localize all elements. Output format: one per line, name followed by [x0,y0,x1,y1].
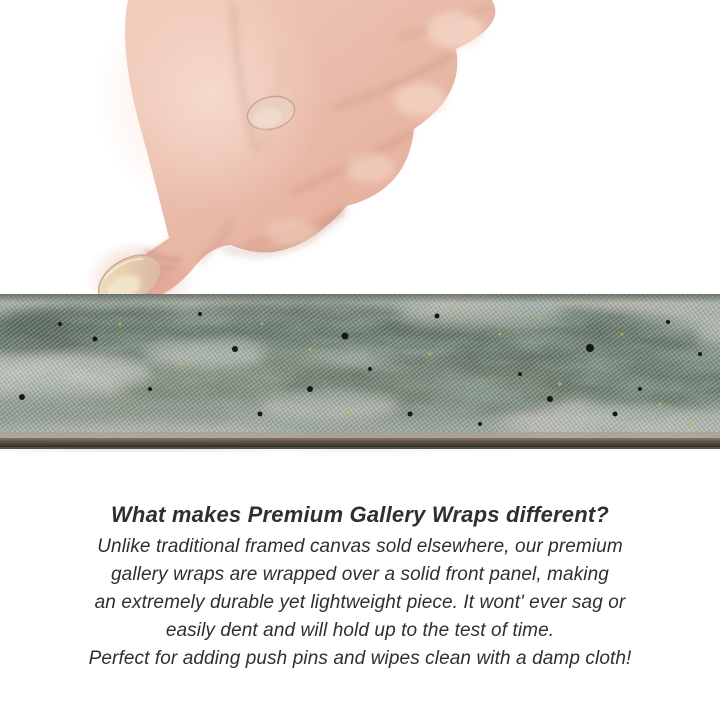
panel-edge [0,432,720,449]
description-block [0,499,720,673]
description-heading: What makes Premium Gallery Wraps different? [110,502,610,527]
canvas-edge-strip [0,294,720,452]
description-line: easily dent and will hold up to the test of time. [165,620,555,641]
description-line: Perfect for adding push pins and wipes clean with a damp cloth! [88,648,632,669]
description-line: an extremely durable yet lightweight piece. It wont' ever sag or [94,592,626,613]
canvas-texture [0,294,720,448]
thumb-press-hand-icon [0,0,720,302]
description-line: gallery wraps are wrapped over a solid front panel, making [111,564,609,585]
description-line: Unlike traditional framed canvas sold elsewhere, our premium [97,536,623,557]
